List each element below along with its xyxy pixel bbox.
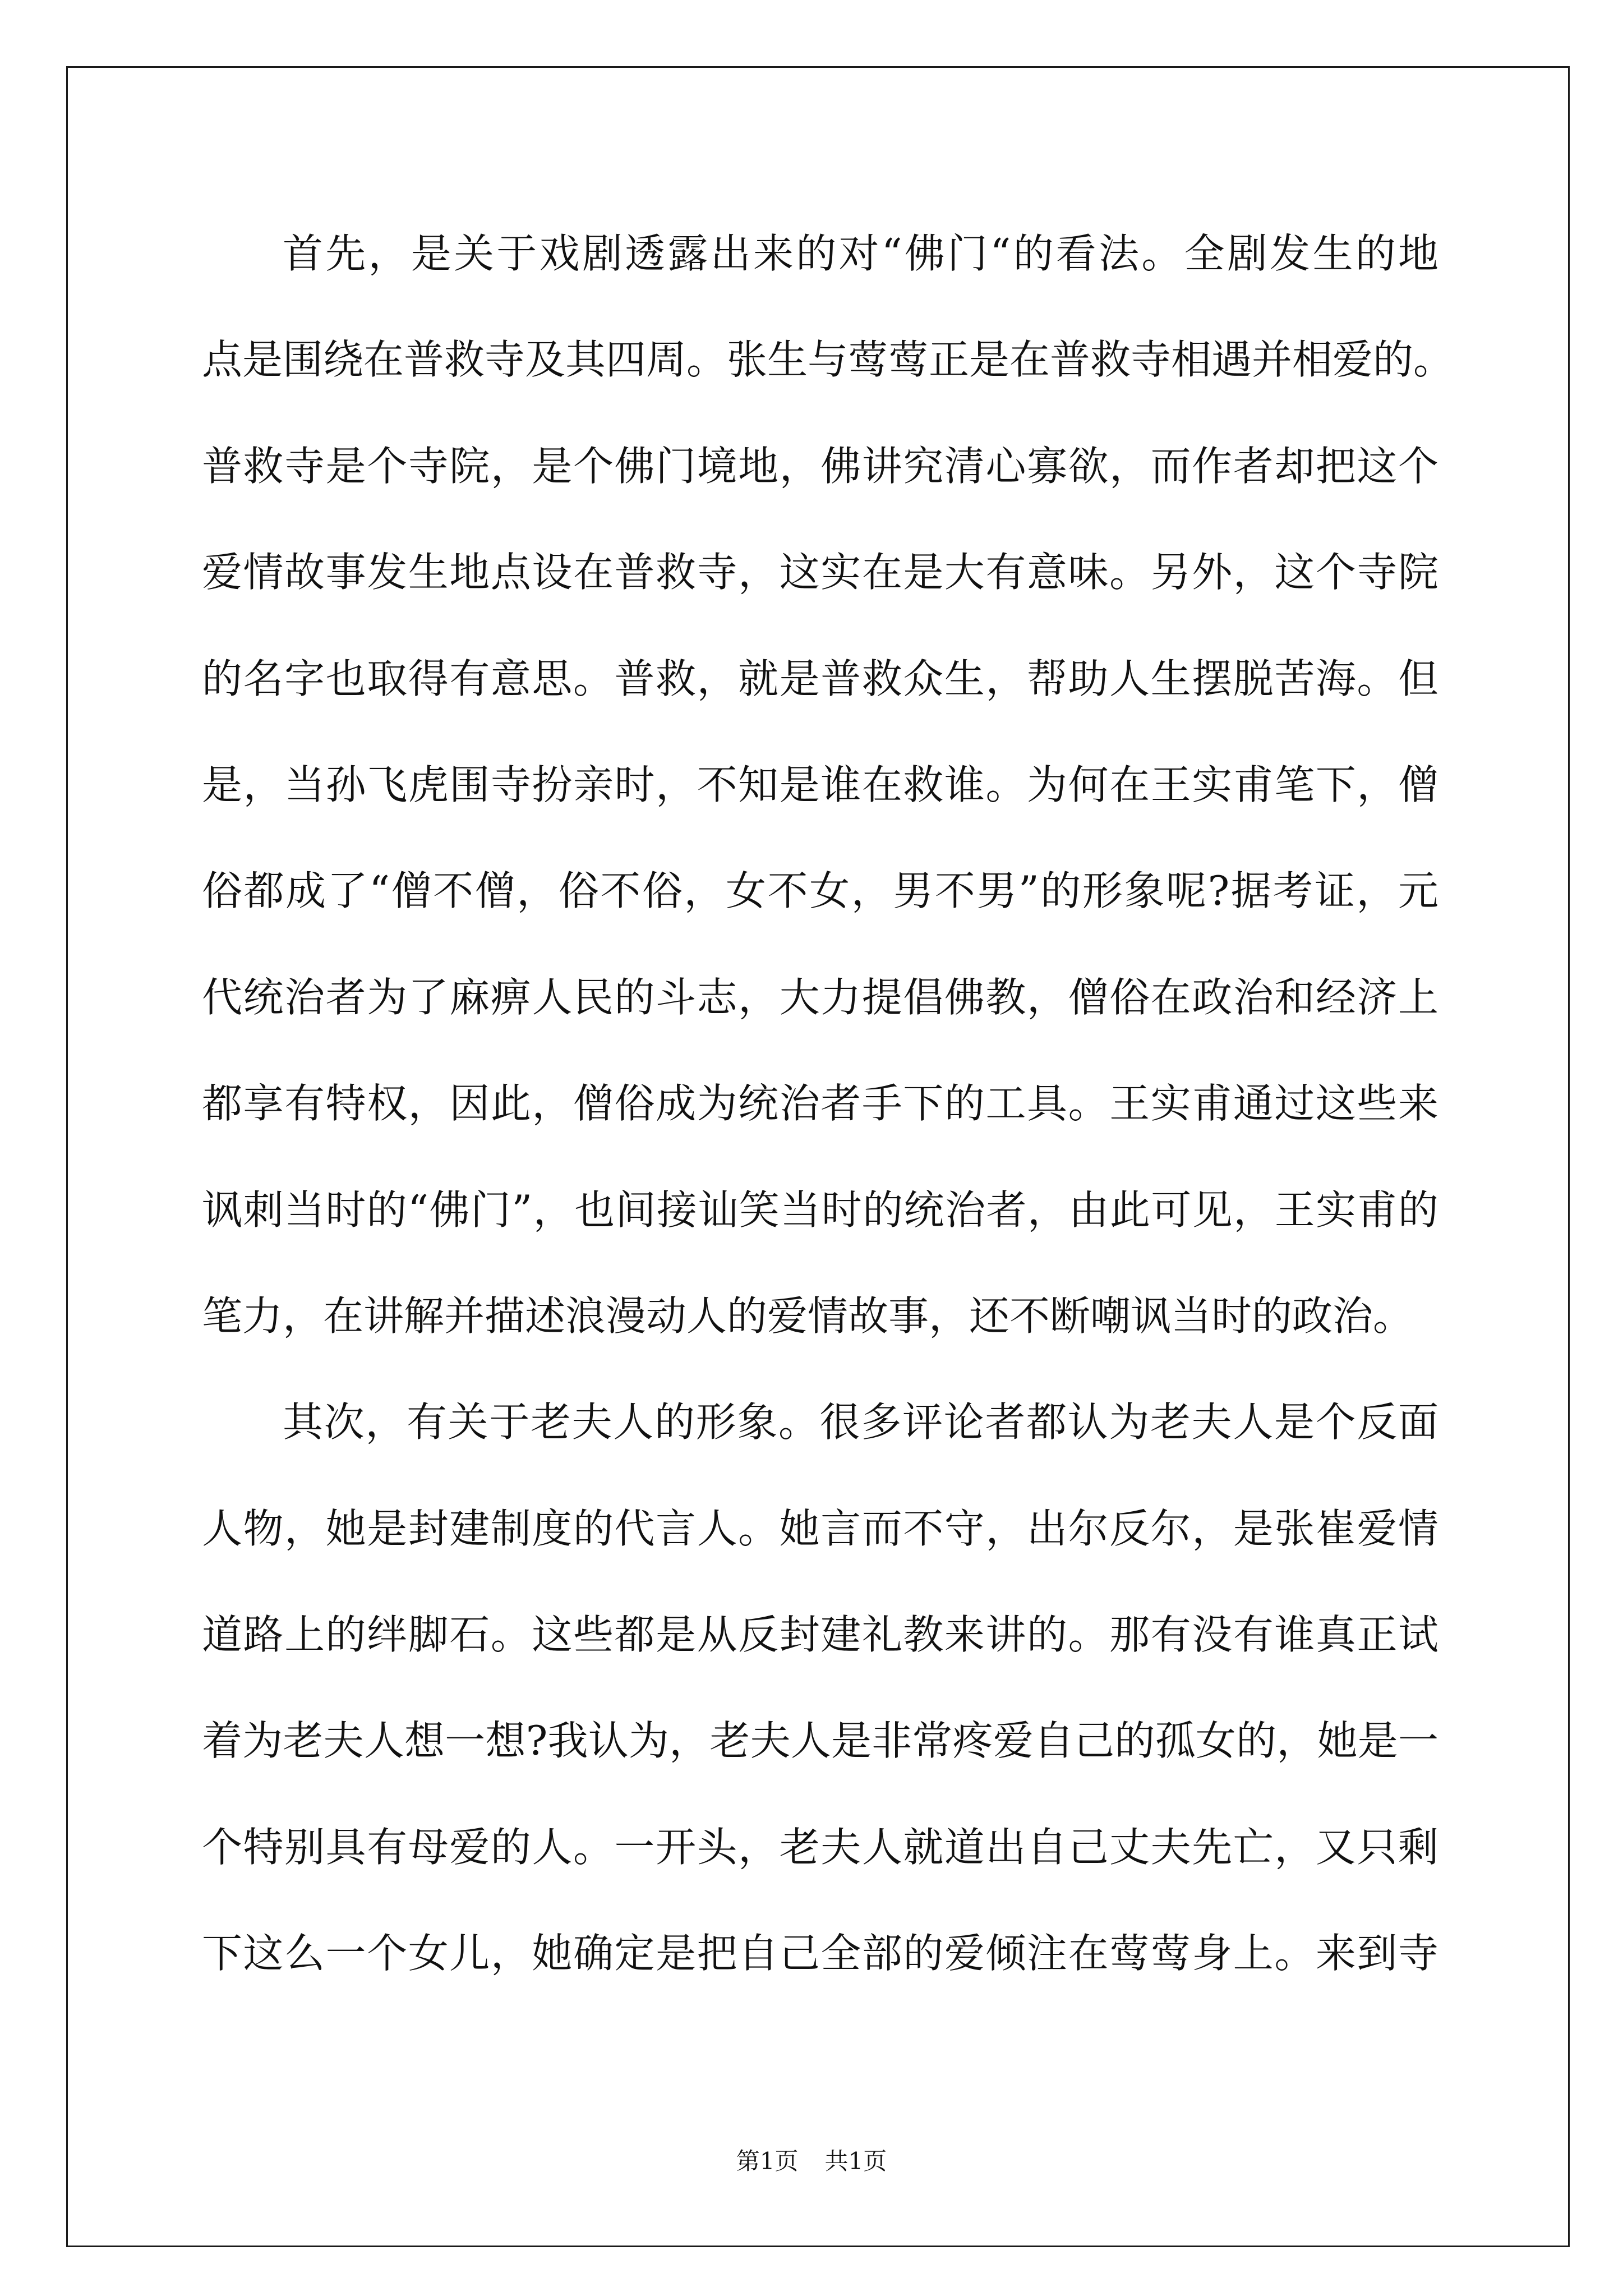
text-line [202, 1795, 1438, 1901]
text-line [202, 201, 1441, 307]
text-line [202, 945, 1438, 1051]
line-text: 首先，是关于戏剧透露出来的对“佛门“的看法。全剧发生的地 [283, 230, 1441, 277]
text-line [202, 1901, 1438, 2007]
text-line [202, 1263, 1438, 1369]
line-text: 俗都成了“僧不僧，俗不俗，女不女，男不男”的形象呢?据考证，元 [202, 867, 1440, 915]
text-line [202, 1582, 1438, 1688]
paragraph-1 [202, 201, 1454, 1369]
line-text: 点是围绕在普救寺及其四周。张生与莺莺正是在普救寺相遇并相爱的。 [202, 336, 1454, 384]
line-text: 代统治者为了麻痹人民的斗志，大力提倡佛教，僧俗在政治和经济上 [202, 973, 1440, 1021]
line-text: 道路上的绊脚石。这些都是从反封建礼教来讲的。那有没有谁真正试 [202, 1611, 1440, 1659]
paragraph-2 [202, 1369, 1438, 2007]
page-number: 第1页 [736, 2147, 799, 2175]
page-footer [0, 2147, 1623, 2175]
line-text: 爱情故事发生地点设在普救寺，这实在是大有意味。另外，这个寺院 [202, 549, 1440, 596]
line-text: 都享有特权，因此，僧俗成为统治者手下的工具。王实甫通过这些来 [202, 1080, 1440, 1128]
line-text: 笔力，在讲解并描述浪漫动人的爱情故事，还不断嘲讽当时的政治。 [202, 1292, 1414, 1340]
line-text: 个特别具有母爱的人。一开头，老夫人就道出自己丈夫先亡，又只剩 [202, 1823, 1440, 1871]
text-line [202, 1369, 1438, 1475]
text-line [202, 1476, 1438, 1582]
page-total: 共1页 [824, 2147, 887, 2175]
line-text: 讽刺当时的“佛门”，也间接讪笑当时的统治者，由此可见，王实甫的 [202, 1186, 1440, 1234]
text-line [202, 307, 1454, 413]
text-line [202, 838, 1438, 944]
line-text: 的名字也取得有意思。普救，就是普救众生，帮助人生摆脱苦海。但 [202, 655, 1440, 702]
text-line [202, 1157, 1438, 1263]
line-text: 着为老夫人想一想?我认为，老夫人是非常疼爱自己的孤女的，她是一 [202, 1717, 1439, 1765]
line-text: 下这么一个女儿，她确定是把自己全部的爱倾注在莺莺身上。来到寺 [202, 1930, 1440, 1977]
line-text: 普救寺是个寺院，是个佛门境地，佛讲究清心寡欲，而作者却把这个 [202, 442, 1440, 490]
text-line [202, 1688, 1438, 1794]
line-text: 是，当孙飞虎围寺扮亲时，不知是谁在救谁。为何在王实甫笔下，僧 [202, 761, 1440, 808]
text-line [202, 732, 1438, 838]
text-line [202, 626, 1438, 732]
line-text: 其次，有关于老夫人的形象。很多评论者都认为老夫人是个反面 [283, 1398, 1440, 1446]
text-line [202, 413, 1438, 519]
document-body [202, 201, 1454, 2007]
text-line [202, 519, 1438, 625]
text-line [202, 1051, 1438, 1157]
line-text: 人物，她是封建制度的代言人。她言而不守，出尔反尔，是张崔爱情 [202, 1504, 1440, 1552]
